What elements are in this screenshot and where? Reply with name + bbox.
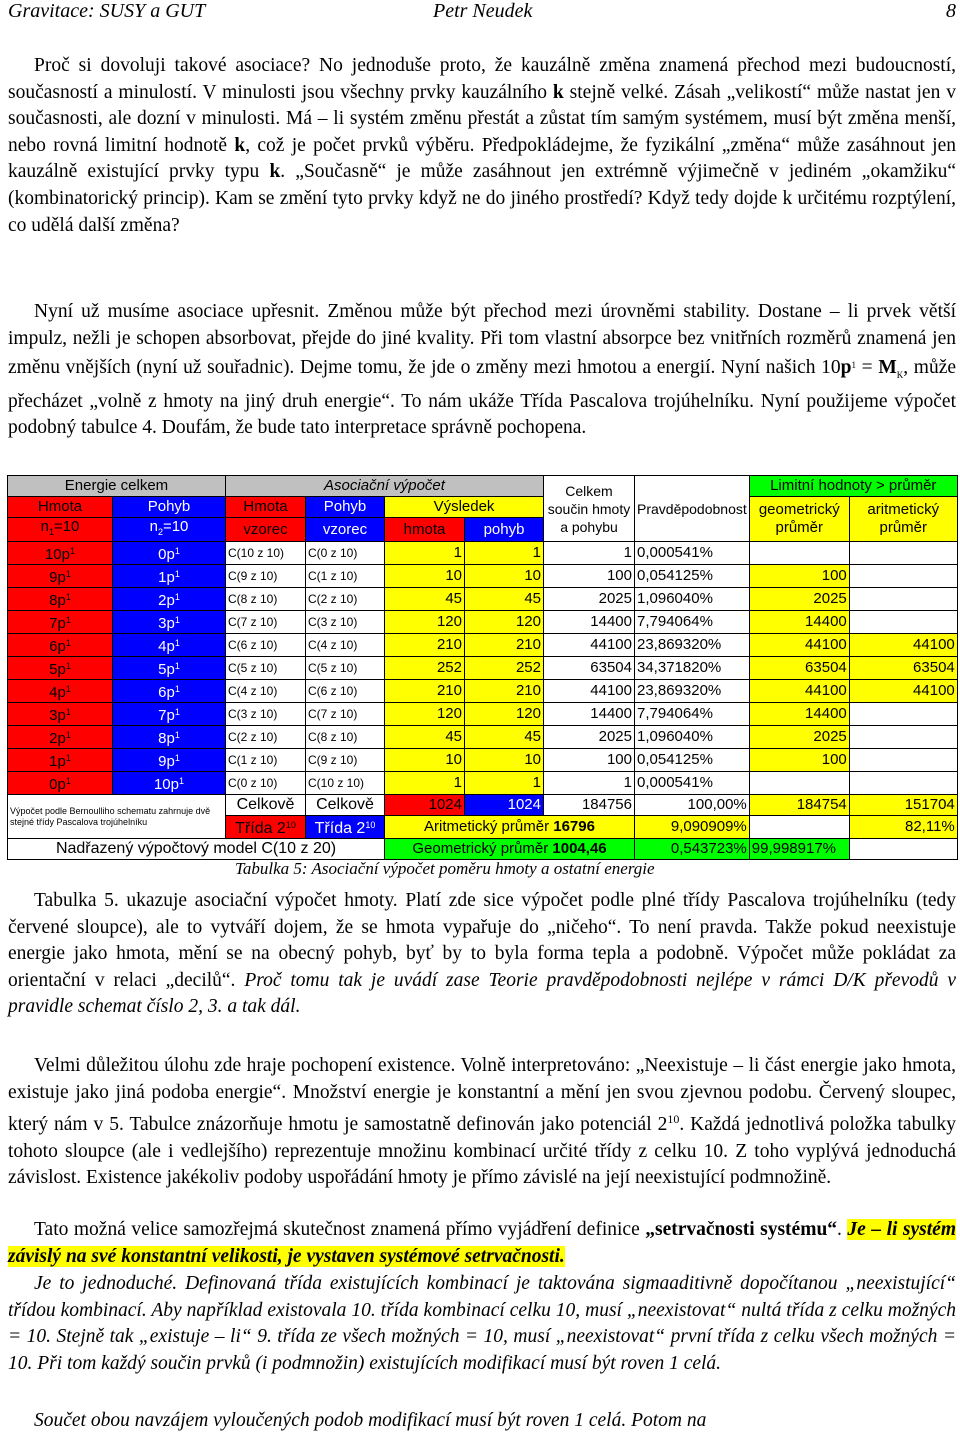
cell-formula-motion: C(1 z 10) bbox=[306, 565, 385, 588]
arith-pct: 82,11% bbox=[849, 816, 957, 839]
cell-geo: 44100 bbox=[749, 634, 849, 657]
header-author: Petr Neudek bbox=[433, 0, 533, 22]
cell-mass: $8p^1$ bbox=[8, 588, 113, 611]
th-mass: Hmota bbox=[8, 497, 113, 518]
cell-total: 100 bbox=[544, 749, 635, 772]
cell-res-motion: 210 bbox=[465, 634, 544, 657]
cell-formula-mass: C(7 z 10) bbox=[226, 611, 306, 634]
th-mass2: Hmota bbox=[226, 497, 306, 518]
cell-res-motion: 1 bbox=[465, 772, 544, 795]
sum-note: Výpočet podle Bernoulliho schematu zahrnuje dvě stejné třídy Pascalova trojúhelníku bbox=[8, 795, 226, 839]
cell-formula-mass: C(10 z 10) bbox=[226, 542, 306, 565]
header-title: Gravitace: SUSY a GUT bbox=[8, 0, 206, 22]
cell-res-mass: 10 bbox=[385, 749, 465, 772]
table-row bbox=[8, 680, 958, 703]
cell-formula-mass: C(5 z 10) bbox=[226, 657, 306, 680]
cell-geo bbox=[749, 772, 849, 795]
sum-res-mass: 1024 bbox=[385, 795, 465, 816]
cell-total: 44100 bbox=[544, 634, 635, 657]
sum-res-motion: 1024 bbox=[465, 795, 544, 816]
cell-prob: 0,054125% bbox=[635, 565, 750, 588]
table-row bbox=[8, 588, 958, 611]
arith-blank bbox=[749, 816, 849, 839]
cell-ari: 63504 bbox=[849, 657, 957, 680]
cell-ari bbox=[849, 588, 957, 611]
th-result: Výsledek bbox=[385, 497, 544, 518]
cell-geo: 63504 bbox=[749, 657, 849, 680]
cell-geo: 2025 bbox=[749, 588, 849, 611]
assoc-table bbox=[7, 475, 958, 860]
cell-motion: $7p^1$ bbox=[113, 703, 226, 726]
th-n2: $n_2=10$ bbox=[113, 518, 226, 542]
cell-ari bbox=[849, 749, 957, 772]
cell-motion: $2p^1$ bbox=[113, 588, 226, 611]
th-motion2: Pohyb bbox=[306, 497, 385, 518]
cell-prob: 0,000541% bbox=[635, 772, 750, 795]
geom-mean: Geometrický průměr 1004,46 bbox=[385, 839, 635, 860]
page-header bbox=[8, 0, 960, 22]
th-res-mass: hmota bbox=[385, 518, 465, 542]
table-row bbox=[8, 703, 958, 726]
th-motion: Pohyb bbox=[113, 497, 226, 518]
cell-ari bbox=[849, 542, 957, 565]
cell-prob: 7,794064% bbox=[635, 703, 750, 726]
th-res-motion: pohyb bbox=[465, 518, 544, 542]
cell-geo: 14400 bbox=[749, 703, 849, 726]
cell-res-motion: 252 bbox=[465, 657, 544, 680]
cell-res-motion: 45 bbox=[465, 726, 544, 749]
cell-formula-motion: C(2 z 10) bbox=[306, 588, 385, 611]
cell-motion: $1p^1$ bbox=[113, 565, 226, 588]
cell-res-motion: 45 bbox=[465, 588, 544, 611]
th-formula2: vzorec bbox=[306, 518, 385, 542]
cell-mass: $5p^1$ bbox=[8, 657, 113, 680]
cell-prob: 34,371820% bbox=[635, 657, 750, 680]
cell-formula-motion: C(7 z 10) bbox=[306, 703, 385, 726]
header-page-number: 8 bbox=[946, 0, 956, 22]
table-row bbox=[8, 634, 958, 657]
sum-geo: 184754 bbox=[749, 795, 849, 816]
cell-ari: 44100 bbox=[849, 680, 957, 703]
cell-res-mass: 45 bbox=[385, 588, 465, 611]
cell-total: 14400 bbox=[544, 611, 635, 634]
cell-formula-mass: C(0 z 10) bbox=[226, 772, 306, 795]
cell-ari bbox=[849, 772, 957, 795]
paragraph-4: Velmi důležitou úlohu zde hraje pochopení existence. Volně interpretováno: „Neexistuje – li část energie jako hmota, existuje jako jiná podoba energie“. Množství energie je konstantní a mění jen svou zjevnou podobu. Červený sloupec, který nám v 5. Tabulce znázorňuje hmotu je samostatně definován jako potenciál $2^{10}$. Každá jednotlivá položka tabulky tohoto sloupce (ale i vedlejšího) reprezentuje množinu kombinací určité třídy z celku 10. Z toho vyplývá jednoduchá závislost. Existence jakékoliv podoby uspořádání hmoty je přímo závislé na její neexistující podmnožině. bbox=[8, 1055, 956, 1189]
cell-formula-motion: C(10 z 10) bbox=[306, 772, 385, 795]
cell-total: 1 bbox=[544, 772, 635, 795]
cell-ari: 44100 bbox=[849, 634, 957, 657]
cell-res-mass: 45 bbox=[385, 726, 465, 749]
sum-total: 184756 bbox=[544, 795, 635, 816]
th-n1: $n_1=10$ bbox=[8, 518, 113, 542]
th-energy: Energie celkem bbox=[8, 476, 226, 497]
parent-model: Nadřazený výpočtový model C(10 z 20) bbox=[8, 839, 385, 860]
cell-motion: $8p^1$ bbox=[113, 726, 226, 749]
geom-pct: 99,998917% bbox=[749, 839, 849, 860]
cell-geo: 44100 bbox=[749, 680, 849, 703]
th-formula1: vzorec bbox=[226, 518, 306, 542]
table-row bbox=[8, 611, 958, 634]
cell-motion: $4p^1$ bbox=[113, 634, 226, 657]
cell-total: 14400 bbox=[544, 703, 635, 726]
cell-ari bbox=[849, 726, 957, 749]
cell-prob: 0,000541% bbox=[635, 542, 750, 565]
table-row bbox=[8, 749, 958, 772]
cell-total: 2025 bbox=[544, 726, 635, 749]
table-row bbox=[8, 542, 958, 565]
cell-res-mass: 1 bbox=[385, 772, 465, 795]
cell-mass: $0p^1$ bbox=[8, 772, 113, 795]
cell-motion: $0p^1$ bbox=[113, 542, 226, 565]
paragraph-1: Proč si dovoluji takové asociace? No jednoduše proto, že kauzálně změna znamená přechod mezi budoucností, současností a minulostí. V minulosti jsou všechny prvky kauzálního k stejně velké. Zásah „velikostí“ může nastat jen v současnosti, ale dozní v minulosti. Má – li systém změnu přestát a zůstat tím samým systémem, musí být změna menší, nebo rovná limitní hodnotě k, což je počet prvků výběru. Předpokládejme, že fyzikální „změna“ může zasáhnout jen kauzálně existující prvky typu k. „Současně“ je může zasáhnout jen extrémně výjimečně v jediném „okamžiku“ (kombinatorický princip). Kam se změní tyto prvky když ne do jiného prostředí? Když tedy dojde k určitému rozptýlení, co udělá další změna? bbox=[8, 55, 957, 236]
sum-prob: 100,00% bbox=[635, 795, 750, 816]
cell-res-motion: 10 bbox=[465, 749, 544, 772]
table-row bbox=[8, 657, 958, 680]
cell-prob: 1,096040% bbox=[635, 588, 750, 611]
table-caption: Tabulka 5: Asociační výpočet poměru hmoty a ostatní energie bbox=[235, 859, 655, 878]
cell-total: 100 bbox=[544, 565, 635, 588]
th-prob: Pravděpodobnost bbox=[635, 476, 750, 542]
cell-mass: $7p^1$ bbox=[8, 611, 113, 634]
cell-formula-motion: C(6 z 10) bbox=[306, 680, 385, 703]
paragraph-7: Součet obou navzájem vyloučených podob modifikací musí být roven 1 celá. Potom na bbox=[34, 1410, 707, 1431]
cell-res-motion: 10 bbox=[465, 565, 544, 588]
arith-mean: Aritmetický průměr 16796 bbox=[385, 816, 635, 839]
th-assoc: Asociační výpočet bbox=[226, 476, 544, 497]
cell-res-mass: 120 bbox=[385, 611, 465, 634]
cell-formula-mass: C(6 z 10) bbox=[226, 634, 306, 657]
geom-prob: 0,543723% bbox=[635, 839, 750, 860]
th-geo: geometrický průměr bbox=[749, 497, 849, 542]
cell-mass: $2p^1$ bbox=[8, 726, 113, 749]
cell-prob: 7,794064% bbox=[635, 611, 750, 634]
cell-formula-motion: C(0 z 10) bbox=[306, 542, 385, 565]
paragraph-6: Je to jednoduché. Definovaná třída existujících kombinací je taktována sigmaaditivně dopočítanou „neexistující“ třídou kombinací. Aby například existovala 10. třída kombinací celku 10, musí „neexistovat“ nultá třída z celku možných = 10. Stejně tak „existuje – li“ 9. třída ze všech možných = 10, musí „neexistovat“ první třída z celku všech možných = 10. Při tom každý součin prvků (i podmnožin) existujících modifikací musí být roven 1 celá. bbox=[8, 1273, 956, 1374]
cell-res-mass: 210 bbox=[385, 634, 465, 657]
cell-total: 63504 bbox=[544, 657, 635, 680]
cell-res-mass: 252 bbox=[385, 657, 465, 680]
cell-total: 44100 bbox=[544, 680, 635, 703]
cell-geo: 14400 bbox=[749, 611, 849, 634]
paragraph-3: Tabulka 5. ukazuje asociační výpočet hmoty. Platí zde sice výpočet podle plné třídy Pascalova trojúhelníku (tedy červené sloupce), ale to vytváří dojem, že se hmota vypařuje do „ničeho“. To není pravda. Takže pokud neexistuje energie jako hmota, mění se na obecný pohyb, byť by to byla forma tepla a podobně. Výpočet může pokládat za orientační v relaci „decilů“. Proč tomu tak je uvádí zase Teorie pravděpodobnosti nejlépe v rámci D/K převodů v pravidle schemat číslo 2, 3. a tak dál. bbox=[8, 890, 957, 1018]
cell-formula-motion: C(3 z 10) bbox=[306, 611, 385, 634]
cell-formula-mass: C(8 z 10) bbox=[226, 588, 306, 611]
cell-res-mass: 210 bbox=[385, 680, 465, 703]
cell-prob: 23,869320% bbox=[635, 634, 750, 657]
cell-mass: $3p^1$ bbox=[8, 703, 113, 726]
cell-total: 1 bbox=[544, 542, 635, 565]
th-ari: aritmetický průměr bbox=[849, 497, 957, 542]
cell-mass: $10p^1$ bbox=[8, 542, 113, 565]
table-row bbox=[8, 565, 958, 588]
table-row bbox=[8, 772, 958, 795]
arith-prob: 9,090909% bbox=[635, 816, 750, 839]
cell-ari bbox=[849, 703, 957, 726]
cell-motion: $3p^1$ bbox=[113, 611, 226, 634]
cell-geo bbox=[749, 542, 849, 565]
class-2-10-mass: Třída $2^{10}$ bbox=[226, 816, 306, 839]
cell-ari bbox=[849, 611, 957, 634]
cell-res-mass: 120 bbox=[385, 703, 465, 726]
cell-res-mass: 10 bbox=[385, 565, 465, 588]
cell-ari bbox=[849, 565, 957, 588]
cell-geo: 100 bbox=[749, 749, 849, 772]
table-row bbox=[8, 726, 958, 749]
cell-res-motion: 1 bbox=[465, 542, 544, 565]
cell-res-mass: 1 bbox=[385, 542, 465, 565]
cell-geo: 100 bbox=[749, 565, 849, 588]
cell-formula-mass: C(3 z 10) bbox=[226, 703, 306, 726]
cell-res-motion: 120 bbox=[465, 611, 544, 634]
cell-motion: $5p^1$ bbox=[113, 657, 226, 680]
cell-motion: $9p^1$ bbox=[113, 749, 226, 772]
th-limit: Limitní hodnoty > průměr bbox=[749, 476, 957, 497]
cell-formula-motion: C(5 z 10) bbox=[306, 657, 385, 680]
paragraph-5: Tato možná velice samozřejmá skutečnost znamená přímo vyjádření definice „setrvačnosti systému“. Je – li systém závislý na své konstantní velikosti, je vystaven systémové setrvačnosti. bbox=[8, 1219, 956, 1267]
paragraph-2: Nyní už musíme asociace upřesnit. Změnou může být přechod mezi úrovněmi stability. Dostane – li prvek větší impulz, nežli je schopen absorbovat, přejde do jiné kvality. Při tom vlastní absorpce bez vnitřních rozměrů znamená jen změnu vnějších (nyní už souřadnic). Dejme tomu, že jde o změny mezi hmotou a energií. Nyní našich $10p^1 = M_K$, může přecházet „volně z hmoty na jiný druh energie“. To nám ukáže Třída Pascalova trojúhelníku. Nyní použijeme výpočet podobný tabulce 4. Doufám, že bude tato interpretace správně pochopena. bbox=[8, 301, 957, 439]
cell-formula-motion: C(9 z 10) bbox=[306, 749, 385, 772]
cell-res-motion: 210 bbox=[465, 680, 544, 703]
cell-mass: $4p^1$ bbox=[8, 680, 113, 703]
sum-label-2: Celkově bbox=[306, 795, 385, 816]
cell-motion: $10p^1$ bbox=[113, 772, 226, 795]
cell-formula-mass: C(4 z 10) bbox=[226, 680, 306, 703]
sum-label-1: Celkově bbox=[226, 795, 306, 816]
class-2-10-motion: Třída $2^{10}$ bbox=[306, 816, 385, 839]
cell-res-motion: 120 bbox=[465, 703, 544, 726]
cell-mass: $9p^1$ bbox=[8, 565, 113, 588]
sum-ari: 151704 bbox=[849, 795, 957, 816]
cell-mass: $6p^1$ bbox=[8, 634, 113, 657]
cell-geo: 2025 bbox=[749, 726, 849, 749]
cell-formula-motion: C(4 z 10) bbox=[306, 634, 385, 657]
cell-mass: $1p^1$ bbox=[8, 749, 113, 772]
cell-motion: $6p^1$ bbox=[113, 680, 226, 703]
cell-prob: 0,054125% bbox=[635, 749, 750, 772]
cell-prob: 1,096040% bbox=[635, 726, 750, 749]
cell-prob: 23,869320% bbox=[635, 680, 750, 703]
cell-formula-mass: C(9 z 10) bbox=[226, 565, 306, 588]
cell-formula-mass: C(2 z 10) bbox=[226, 726, 306, 749]
cell-total: 2025 bbox=[544, 588, 635, 611]
cell-formula-mass: C(1 z 10) bbox=[226, 749, 306, 772]
cell-formula-motion: C(8 z 10) bbox=[306, 726, 385, 749]
geom-blank bbox=[849, 839, 957, 860]
th-total: Celkem součin hmoty a pohybu bbox=[544, 476, 635, 542]
